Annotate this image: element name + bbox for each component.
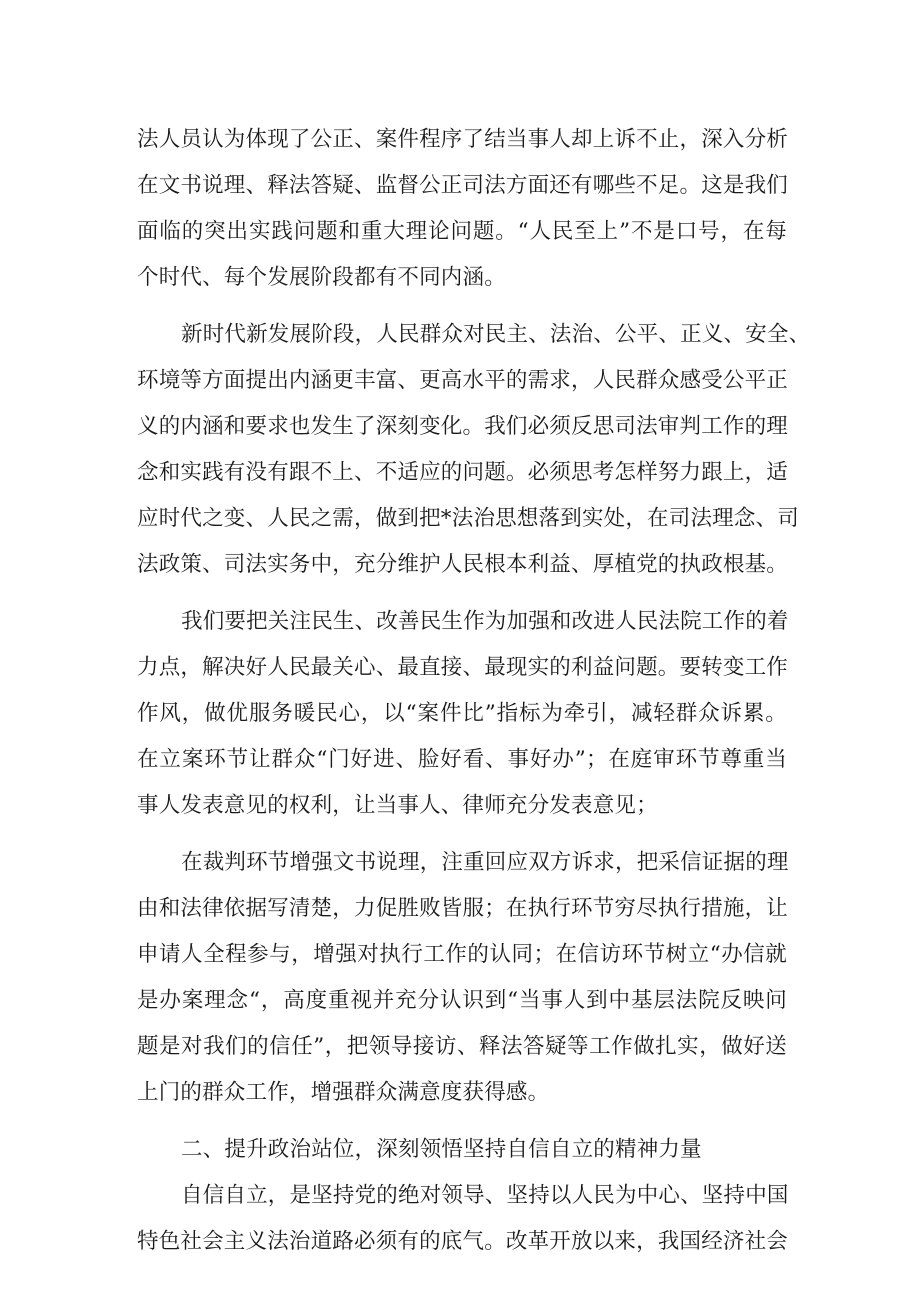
text-line: 新时代新发展阶段，人民群众对民主、法治、公平、正义、安全、: [181, 322, 811, 347]
text-line: 环境等方面提出内涵更丰富、更高水平的需求，人民群众感受公平正: [137, 368, 789, 393]
text-line: 面临的突出实践问题和重大理论问题。“人民至上”不是口号，在每: [137, 219, 787, 244]
paragraph: [137, 840, 787, 1116]
text-line: 自信自立，是坚持党的绝对领导、坚持以人民为中心、坚持中国: [181, 1183, 789, 1208]
text-line: 在立案环节让群众“门好进、脸好看、事好办”；在庭审环节尊重当: [137, 747, 787, 772]
text-line: 我们要把关注民生、改善民生作为加强和改进人民法院工作的着: [181, 609, 789, 634]
text-line: 上门的群众工作，增强群众满意度获得感。: [137, 1080, 550, 1105]
paragraph: [137, 117, 787, 301]
text-line: 义的内涵和要求也发生了深刻变化。我们必须反思司法审判工作的理: [137, 414, 789, 439]
paragraph: [137, 599, 787, 829]
text-line: 申请人全程参与，增强对执行工作的认同；在信访环节树立“办信就: [137, 942, 787, 967]
text-line: 力点，解决好人民最关心、最直接、最现实的利益问题。要转变工作: [137, 655, 789, 680]
text-line: 法政策、司法实务中，充分维护人民根本利益、厚植党的执政根基。: [137, 552, 789, 577]
text-line: 作风，做优服务暖民心，以“案件比”指标为牵引，减轻群众诉累。: [137, 701, 787, 726]
text-line: 题是对我们的信任”，把领导接访、释法答疑等工作做扎实，做好送: [137, 1034, 787, 1059]
section-heading: [137, 1127, 787, 1173]
document-page: [137, 117, 811, 1265]
text-line: 在裁判环节增强文书说理，注重回应双方诉求，把采信证据的理: [181, 850, 789, 875]
paragraph: [137, 1173, 787, 1265]
text-line: 在文书说理、释法答疑、监督公正司法方面还有哪些不足。这是我们: [137, 173, 789, 198]
text-line: 个时代、每个发展阶段都有不同内涵。: [137, 265, 506, 290]
text-line: 由和法律依据写清楚，力促胜败皆服；在执行环节穷尽执行措施，让: [137, 896, 789, 921]
text-line: 是办案理念“，高度重视并充分认识到“当事人到中基层法院反映问: [137, 988, 787, 1013]
text-line: 念和实践有没有跟不上、不适应的问题。必须思考怎样努力跟上，适: [137, 460, 789, 485]
section-heading-text: 二、提升政治站位，深刻领悟坚持自信自立的精神力量: [181, 1137, 702, 1162]
text-line: 事人发表意见的权利，让当事人、律师充分发表意见；: [137, 793, 658, 818]
text-line: 法人员认为体现了公正、案件程序了结当事人却上诉不止，深入分析: [137, 127, 789, 152]
text-line: 特色社会主义法治道路必须有的底气。改革开放以来，我国经济社会: [137, 1229, 789, 1254]
text-line: 应时代之变、人民之需，做到把*法治思想落到实处，在司法理念、司: [137, 506, 799, 531]
paragraph: [137, 312, 811, 588]
